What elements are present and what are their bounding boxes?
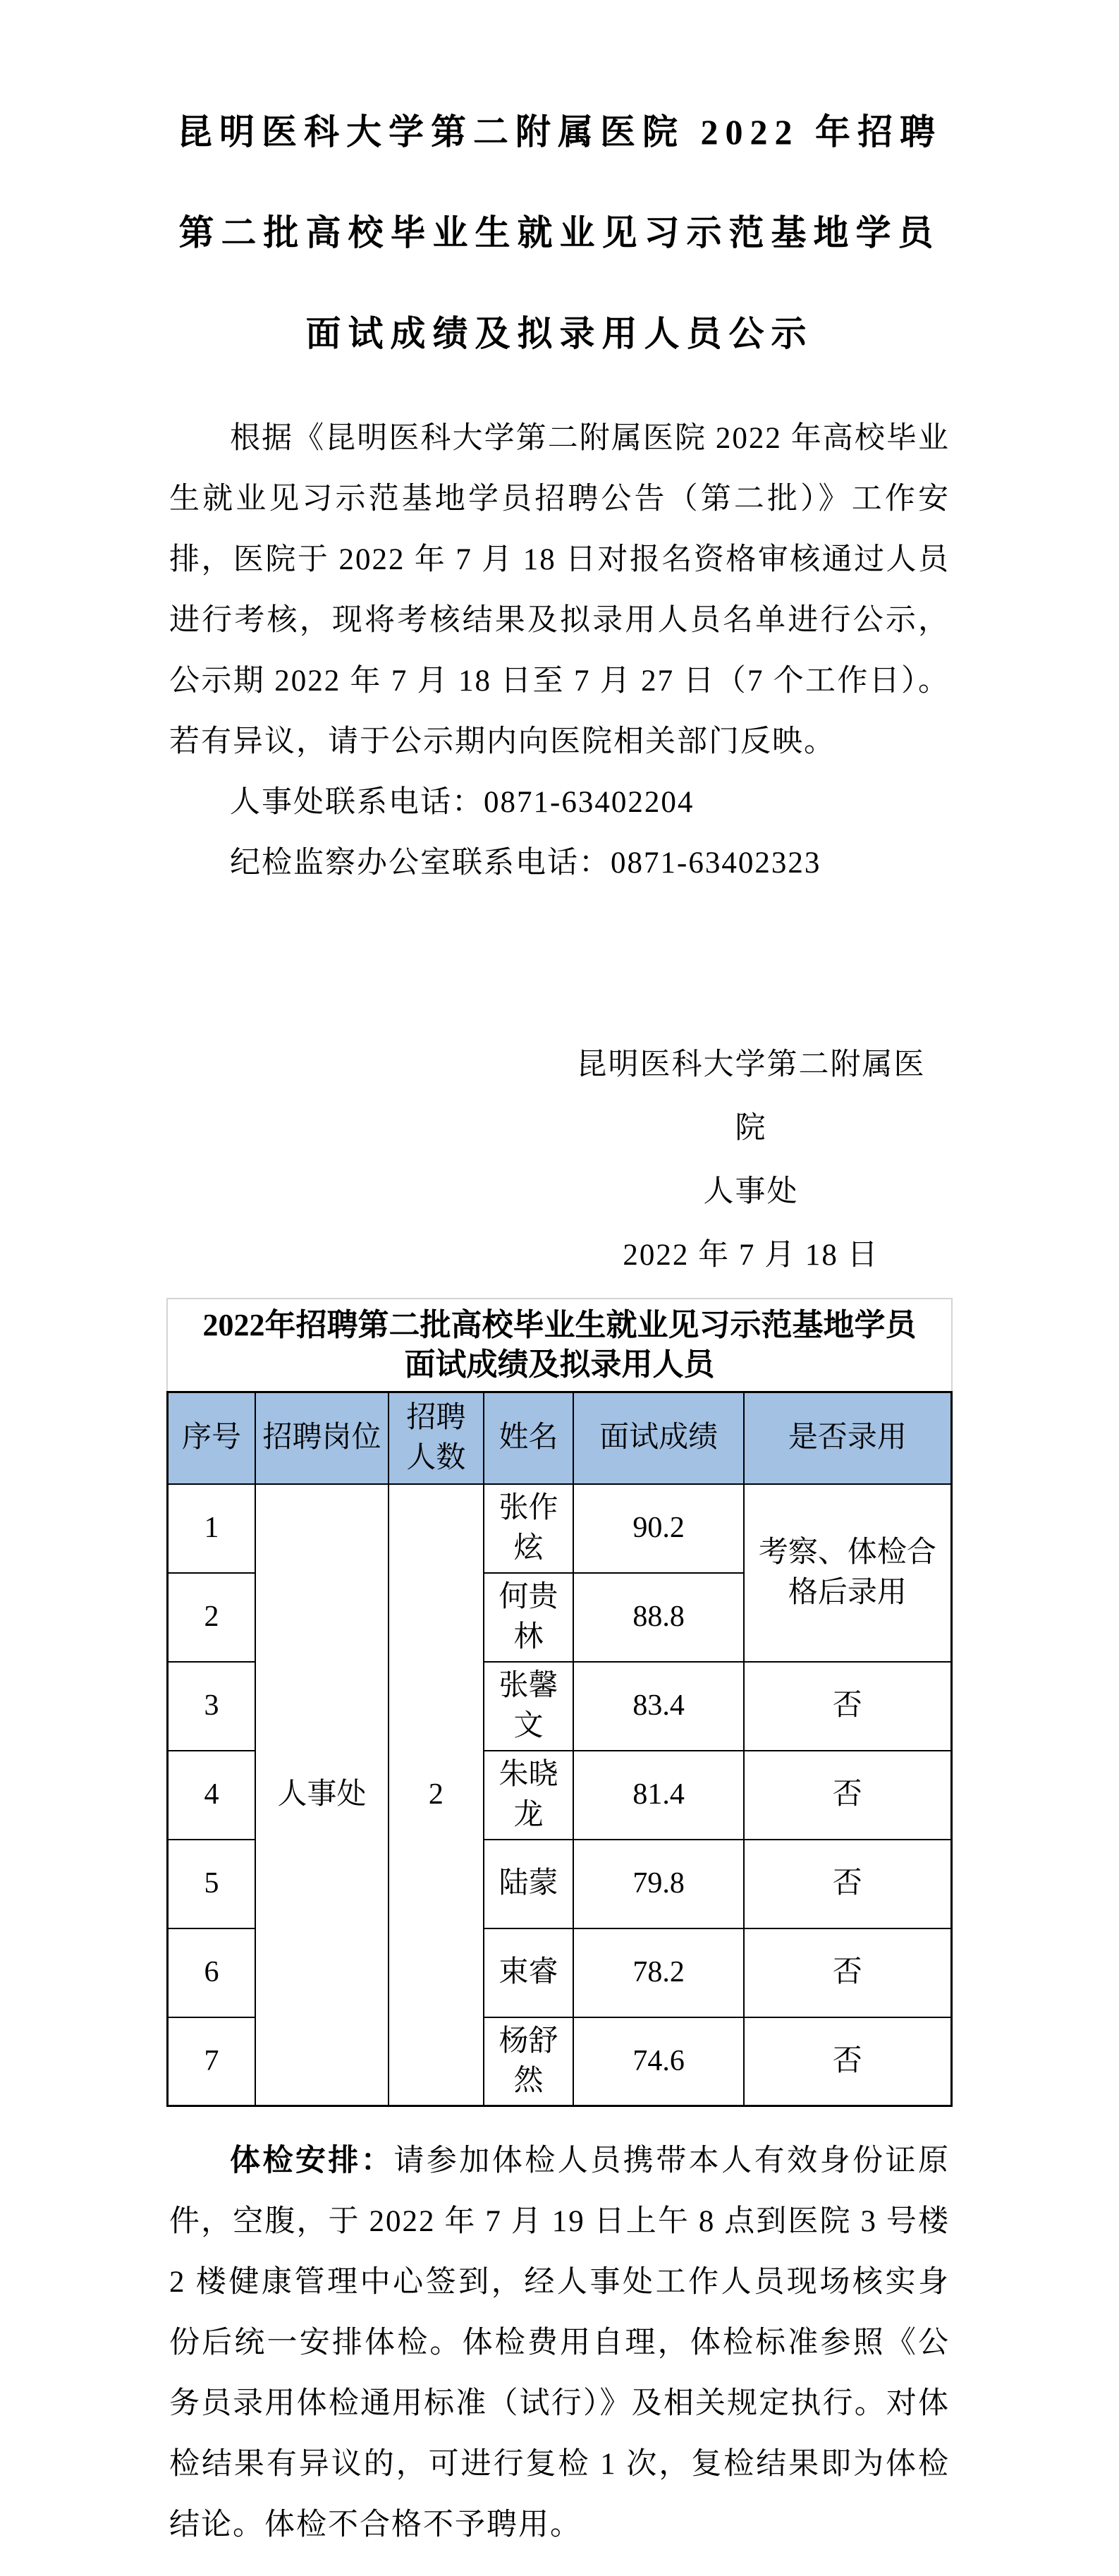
cell-score: 90.2 — [573, 1484, 743, 1573]
cell-no: 7 — [168, 2017, 256, 2106]
cell-hired: 否 — [744, 1662, 952, 1751]
document-title-line-3: 面试成绩及拟录用人员公示 — [305, 314, 814, 353]
cell-name: 杨舒然 — [484, 2017, 574, 2106]
table-title-line-1: 2022年招聘第二批高校毕业生就业见习示范基地学员 — [202, 1308, 917, 1342]
table-row — [168, 1484, 952, 1573]
cell-hired: 否 — [744, 2017, 952, 2106]
cell-name: 何贵林 — [484, 1573, 574, 1662]
cell-name: 朱晓龙 — [484, 1751, 574, 1840]
cell-hired: 否 — [744, 1751, 952, 1840]
cell-score: 79.8 — [573, 1840, 743, 1928]
contact-block — [169, 772, 950, 894]
cell-no: 5 — [168, 1840, 256, 1928]
physical-exam-paragraph — [169, 2131, 950, 2556]
discipline-phone-line: 纪检监察办公室联系电话：0871-63402323 — [230, 846, 821, 880]
signature-date: 2022 年 7 月 18 日 — [623, 1239, 879, 1272]
cell-score: 88.8 — [573, 1573, 743, 1662]
table-title — [166, 1298, 953, 1391]
cell-no: 2 — [168, 1573, 256, 1662]
results-table-section — [166, 1298, 953, 2107]
cell-no: 4 — [168, 1751, 256, 1840]
results-table — [166, 1391, 953, 2107]
cell-hired-merged: 考察、体检合格后录用 — [744, 1484, 952, 1662]
cell-score: 78.2 — [573, 1928, 743, 2017]
cell-score: 83.4 — [573, 1662, 743, 1751]
cell-no: 6 — [168, 1928, 256, 2017]
cell-hired: 否 — [744, 1840, 952, 1928]
cell-no: 1 — [168, 1484, 256, 1573]
cell-no: 3 — [168, 1662, 256, 1751]
header-hired: 是否录用 — [744, 1392, 952, 1484]
document-title — [0, 0, 1119, 384]
cell-name: 陆蒙 — [484, 1840, 574, 1928]
header-position: 招聘岗位 — [255, 1392, 389, 1484]
signature-block — [564, 1033, 938, 1287]
header-headcount: 招聘人数 — [389, 1392, 484, 1484]
cell-name: 张馨文 — [484, 1662, 574, 1751]
table-title-line-2: 面试成绩及拟录用人员 — [404, 1347, 715, 1382]
cell-position-merged: 人事处 — [255, 1484, 389, 2106]
cell-hired: 否 — [744, 1928, 952, 2017]
signature-department: 人事处 — [703, 1175, 799, 1208]
body-paragraph: 根据《昆明医科大学第二附属医院 2022 年高校毕业生就业见习示范基地学员招聘公告（第二批）》工作安排，医院于 2022 年 7 月 18 日对报名资格审核通过人员进行考核，现将考核结果及拟录用人员名单进行公示，公示期 2022 年 7 月 18 日至 7 月 27 日（7 个工作日）。若有异议，请于公示期内向医院相关部门反映。 — [169, 422, 950, 758]
cell-score: 81.4 — [573, 1751, 743, 1840]
hr-phone-line: 人事处联系电话：0871-63402204 — [230, 786, 695, 819]
document-title-line-1: 昆明医科大学第二附属医院 2022 年招聘 — [177, 112, 942, 152]
header-score: 面试成绩 — [573, 1392, 743, 1484]
header-name: 姓名 — [484, 1392, 574, 1484]
physical-exam-label: 体检安排： — [230, 2144, 394, 2177]
header-no: 序号 — [168, 1392, 256, 1484]
signature-organization: 昆明医科大学第二附属医院 — [576, 1048, 926, 1145]
table-header-row — [168, 1392, 952, 1484]
cell-headcount-merged: 2 — [389, 1484, 484, 2106]
cell-score: 74.6 — [573, 2017, 743, 2106]
document-title-line-2: 第二批高校毕业生就业见习示范基地学员 — [178, 213, 941, 253]
cell-name: 张作炫 — [484, 1484, 574, 1573]
physical-exam-text: 请参加体检人员携带本人有效身份证原件，空腹，于 2022 年 7 月 19 日上午 8 点到医院 3 号楼 2 楼健康管理中心签到，经人事处工作人员现场核实身份后统一安排体检。体检费用自理，体检标准参照《公务员录用体检通用标准（试行）》及相关规定执行。对体检结果有异议的，可进行复检 1 次，复检结果即为体检结论。体检不合格不予聘用。 — [169, 2144, 950, 2541]
cell-name: 束睿 — [484, 1928, 574, 2017]
